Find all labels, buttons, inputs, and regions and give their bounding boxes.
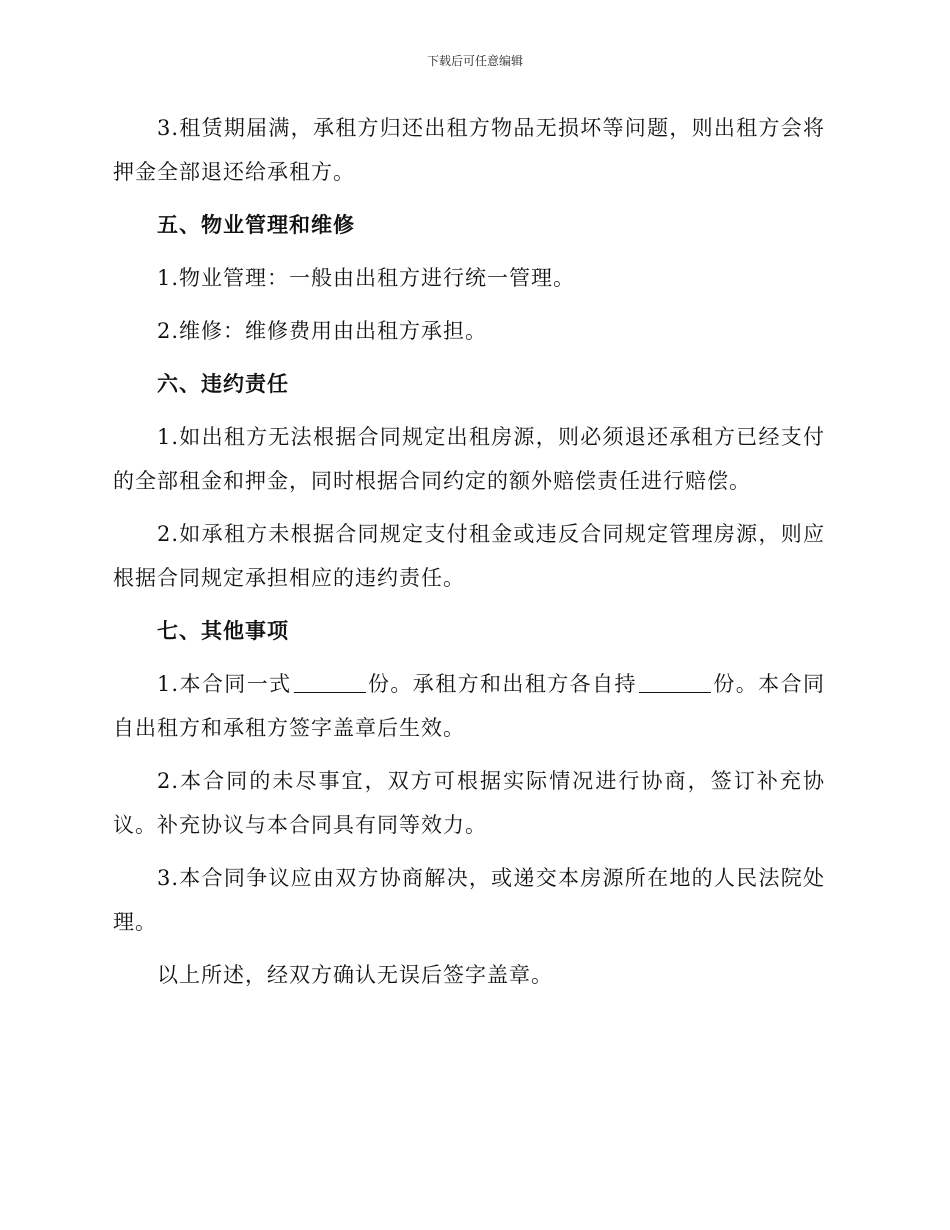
clause-other-2: 2.本合同的未尽事宜，双方可根据实际情况进行协商，签订补充协议。补充协议与本合同具有同等效力。 (113, 769, 825, 837)
clause-other-1-part-a: 1.本合同一式 (157, 672, 292, 696)
clause-other-3: 3.本合同争议应由双方协商解决，或递交本房源所在地的人民法院处理。 (113, 866, 825, 934)
clause-property-management-1: 1.物业管理：一般由出租方进行统一管理。 (157, 266, 576, 290)
clause-other-1-part-b: 份。承租方和出租方各自持 (367, 672, 637, 696)
clause-other-1 (113, 662, 825, 750)
clause-breach-1: 1.如出租方无法根据合同规定出租房源，则必须退还承租方已经支付的全部租金和押金，同时根据合同约定的额外赔偿责任进行赔偿。 (113, 425, 825, 493)
closing-statement: 以上所述，经双方确认无误后签字盖章。 (157, 963, 553, 987)
copies-total-blank (294, 670, 366, 693)
section-heading-other-matters: 七、其他事项 (157, 618, 289, 643)
clause-breach-2: 2.如承租方未根据合同规定支付租金或违反合同规定管理房源，则应根据合同规定承担相应的违约责任。 (113, 522, 825, 590)
page-header: 下载后可任意编辑 (426, 54, 523, 68)
clause-deposit-3: 3.租赁期届满，承租方归还出租方物品无损坏等问题，则出租方会将押金全部退还给承租方。 (113, 116, 825, 184)
section-heading-breach-liability: 六、违约责任 (157, 371, 289, 396)
clause-other-1-part-c: 份。本合同自出租方和承租方签字盖章后生效。 (113, 672, 825, 740)
copies-each-blank (639, 670, 711, 693)
document-body (113, 106, 825, 1006)
clause-property-management-2: 2.维修：维修费用由出租方承担。 (157, 319, 488, 343)
section-heading-property-management: 五、物业管理和维修 (157, 212, 355, 237)
